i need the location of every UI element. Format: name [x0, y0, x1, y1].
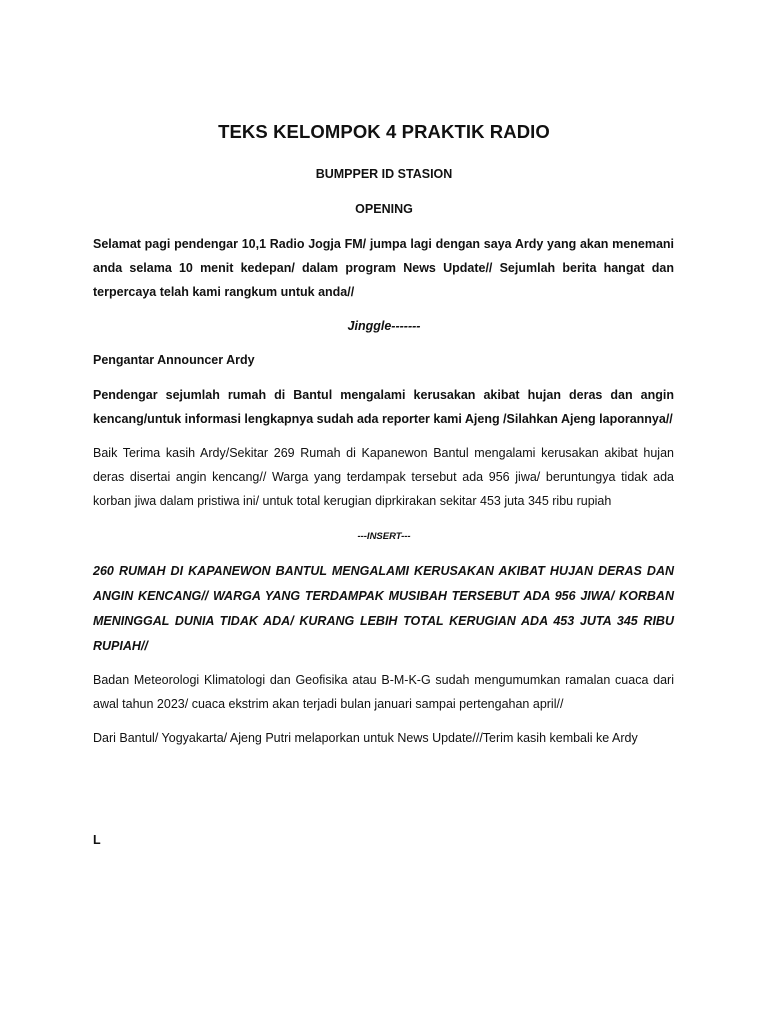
- trailing-letter: L: [93, 833, 101, 847]
- announcer-intro-label: Pengantar Announcer Ardy: [93, 353, 255, 367]
- insert-label: ---INSERT---: [357, 531, 411, 542]
- opening-heading: OPENING: [355, 202, 413, 216]
- announcer-paragraph: Pendengar sejumlah rumah di Bantul mengalami kerusakan akibat hujan deras dan angin kencang/untuk informasi lengkapnya sudah ada reporter kami Ajeng /Silahkan Ajeng laporannya//: [93, 388, 674, 426]
- insert-text: 260 RUMAH DI KAPANEWON BANTUL MENGALAMI KERUSAKAN AKIBAT HUJAN DERAS DAN ANGIN KENCANG// WARGA YANG TERDAMPAK MUSIBAH TERSEBUT ADA 956 JIWA/ KORBAN MENINGGAL DUNIA TIDAK ADA/ KURANG LEBIH TOTAL KERUGIAN ADA 453 JUTA 345 RIBU RUPIAH//: [93, 564, 674, 653]
- bmkg-paragraph: Badan Meteorologi Klimatologi dan Geofisika atau B-M-K-G sudah mengumumkan ramalan cuaca dari awal tahun 2023/ cuaca ekstrim akan terjadi bulan januari sampai pertengahan april//: [93, 673, 674, 711]
- closing-paragraph: Dari Bantul/ Yogyakarta/ Ajeng Putri melaporkan untuk News Update///Terim kasih kembali ke Ardy: [93, 731, 638, 745]
- opening-paragraph: Selamat pagi pendengar 10,1 Radio Jogja FM/ jumpa lagi dengan saya Ardy yang akan menemani anda selama 10 menit kedepan/ dalam program News Update// Sejumlah berita hangat dan terpercaya telah kami rangkum untuk anda//: [93, 237, 674, 299]
- document-title: TEKS KELOMPOK 4 PRAKTIK RADIO: [218, 121, 550, 142]
- report-paragraph: Baik Terima kasih Ardy/Sekitar 269 Rumah di Kapanewon Bantul mengalami kerusakan akibat hujan deras disertai angin kencang// Warga yang terdampak tersebut ada 956 jiwa/ beruntungya tidak ada korban jiwa dalam pristiwa ini/ untuk total kerugian diprkirakan sekitar 453 juta 345 ribu rupiah: [93, 446, 674, 508]
- jingle-cue: Jinggle-------: [347, 319, 421, 333]
- bumper-heading: BUMPPER ID STASION: [315, 167, 453, 181]
